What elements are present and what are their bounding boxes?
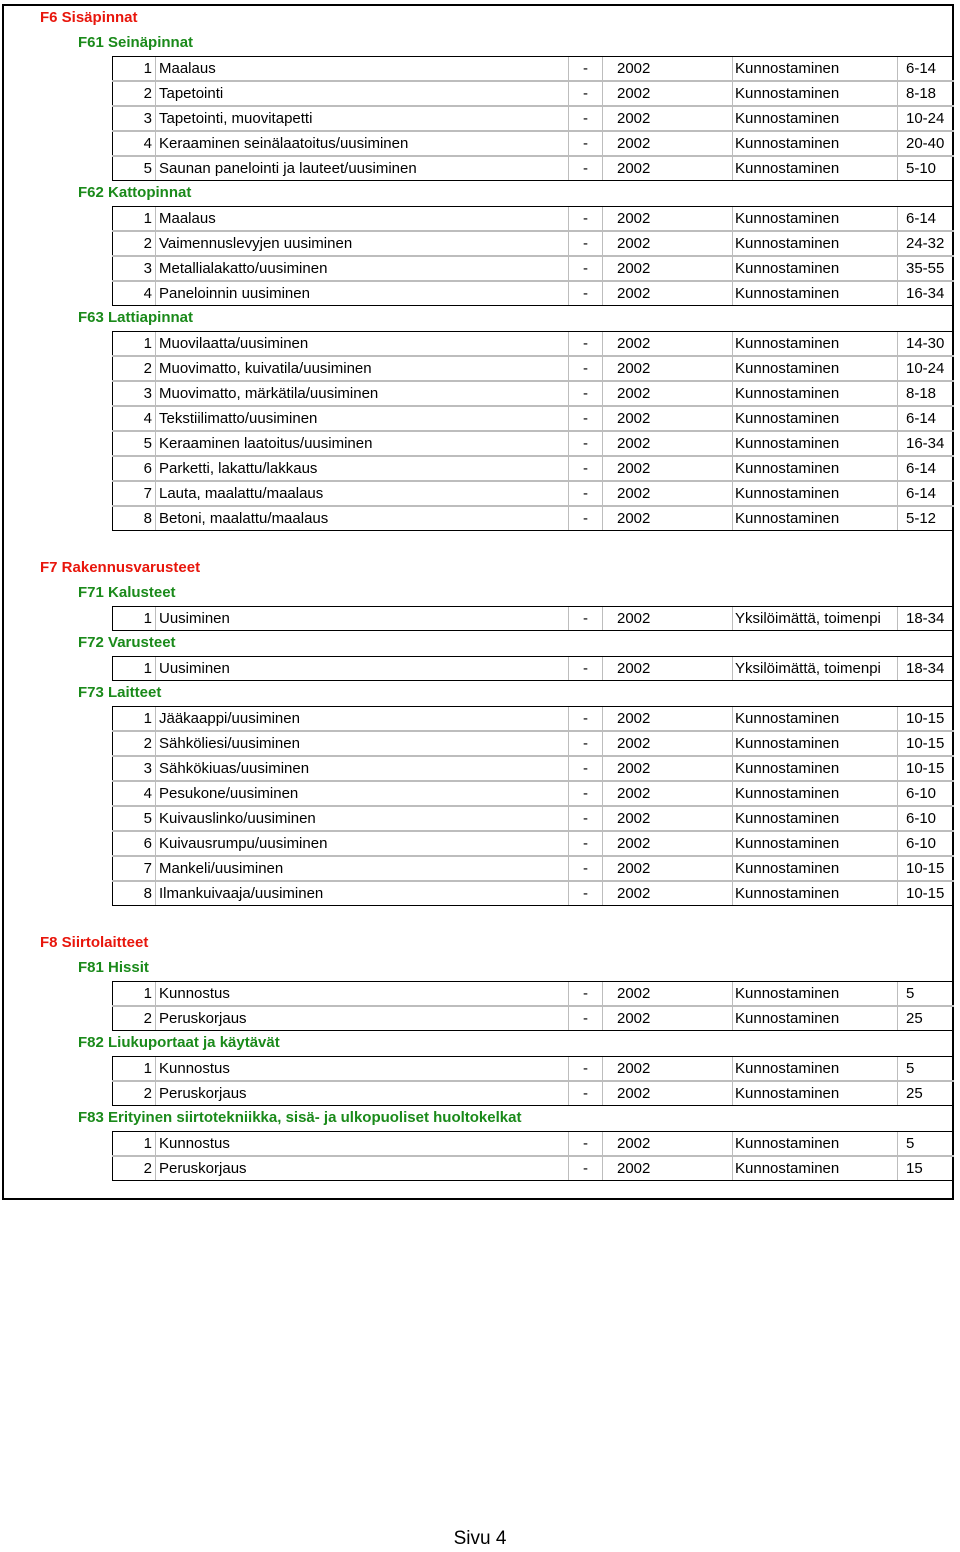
- row-action: Kunnostaminen: [732, 382, 897, 405]
- table-row: [112, 381, 954, 406]
- row-year: 2002: [602, 432, 732, 455]
- row-year: 2002: [602, 82, 732, 105]
- row-number: 5: [112, 157, 155, 180]
- table-row: [112, 231, 954, 256]
- row-year: 2002: [602, 457, 732, 480]
- subsection-title: F82 Liukuportaat ja käytävät: [78, 1034, 280, 1051]
- table-row: [112, 1056, 954, 1081]
- row-number: 2: [112, 1007, 155, 1030]
- row-interval: 15: [897, 1157, 954, 1180]
- row-description: Betoni, maalattu/maalaus: [155, 507, 568, 530]
- table-row: [112, 256, 954, 281]
- row-action: Kunnostaminen: [732, 332, 897, 355]
- row-year: 2002: [602, 657, 732, 680]
- row-interval: 10-24: [897, 107, 954, 130]
- row-year: 2002: [602, 132, 732, 155]
- row-number: 1: [112, 607, 155, 630]
- row-dash: -: [568, 107, 602, 130]
- row-description: Kunnostus: [155, 982, 568, 1005]
- row-year: 2002: [602, 357, 732, 380]
- row-interval: 10-15: [897, 882, 954, 905]
- row-interval: 5-12: [897, 507, 954, 530]
- row-dash: -: [568, 782, 602, 805]
- row-year: 2002: [602, 282, 732, 305]
- row-year: 2002: [602, 982, 732, 1005]
- row-action: Kunnostaminen: [732, 732, 897, 755]
- row-action: Yksilöimättä, toimenpi: [732, 607, 897, 630]
- row-interval: 25: [897, 1082, 954, 1105]
- row-description: Peruskorjaus: [155, 1157, 568, 1180]
- row-interval: 24-32: [897, 232, 954, 255]
- row-description: Kuivausrumpu/uusiminen: [155, 832, 568, 855]
- row-description: Kuivauslinko/uusiminen: [155, 807, 568, 830]
- row-action: Kunnostaminen: [732, 282, 897, 305]
- row-description: Pesukone/uusiminen: [155, 782, 568, 805]
- row-dash: -: [568, 432, 602, 455]
- row-action: Kunnostaminen: [732, 757, 897, 780]
- row-description: Vaimennuslevyjen uusiminen: [155, 232, 568, 255]
- row-action: Kunnostaminen: [732, 157, 897, 180]
- row-interval: 8-18: [897, 82, 954, 105]
- row-number: 1: [112, 207, 155, 230]
- row-description: Kunnostus: [155, 1057, 568, 1080]
- row-dash: -: [568, 332, 602, 355]
- row-action: Kunnostaminen: [732, 82, 897, 105]
- row-dash: -: [568, 882, 602, 905]
- row-action: Kunnostaminen: [732, 1007, 897, 1030]
- row-number: 3: [112, 382, 155, 405]
- row-dash: -: [568, 657, 602, 680]
- row-description: Muovimatto, kuivatila/uusiminen: [155, 357, 568, 380]
- row-dash: -: [568, 407, 602, 430]
- row-action: Kunnostaminen: [732, 357, 897, 380]
- row-description: Jääkaappi/uusiminen: [155, 707, 568, 730]
- row-action: Kunnostaminen: [732, 782, 897, 805]
- row-description: Saunan panelointi ja lauteet/uusiminen: [155, 157, 568, 180]
- table-row: [112, 456, 954, 481]
- table-row: [112, 106, 954, 131]
- row-year: 2002: [602, 207, 732, 230]
- row-interval: 5: [897, 1057, 954, 1080]
- table-row: [112, 206, 954, 231]
- table-row: [112, 1156, 954, 1181]
- row-number: 2: [112, 732, 155, 755]
- row-action: Kunnostaminen: [732, 207, 897, 230]
- row-description: Lauta, maalattu/maalaus: [155, 482, 568, 505]
- row-action: Kunnostaminen: [732, 857, 897, 880]
- row-dash: -: [568, 732, 602, 755]
- row-dash: -: [568, 282, 602, 305]
- table-row: [112, 706, 954, 731]
- table-row: [112, 331, 954, 356]
- row-dash: -: [568, 132, 602, 155]
- row-dash: -: [568, 832, 602, 855]
- row-interval: 10-15: [897, 732, 954, 755]
- row-interval: 10-24: [897, 357, 954, 380]
- row-description: Parketti, lakattu/lakkaus: [155, 457, 568, 480]
- row-year: 2002: [602, 782, 732, 805]
- row-year: 2002: [602, 257, 732, 280]
- subsection-title: F62 Kattopinnat: [78, 184, 192, 201]
- row-action: Yksilöimättä, toimenpi: [732, 657, 897, 680]
- table-row: [112, 431, 954, 456]
- row-interval: 18-34: [897, 607, 954, 630]
- row-action: Kunnostaminen: [732, 982, 897, 1005]
- table-row: [112, 56, 954, 81]
- row-number: 7: [112, 857, 155, 880]
- section-title: F7 Rakennusvarusteet: [40, 559, 201, 576]
- table-row: [112, 506, 954, 531]
- row-number: 1: [112, 657, 155, 680]
- row-year: 2002: [602, 1082, 732, 1105]
- row-interval: 6-10: [897, 782, 954, 805]
- row-interval: 5: [897, 1132, 954, 1155]
- row-interval: 6-14: [897, 407, 954, 430]
- table-row: [112, 781, 954, 806]
- row-description: Tekstiilimatto/uusiminen: [155, 407, 568, 430]
- row-interval: 16-34: [897, 432, 954, 455]
- row-description: Muovilaatta/uusiminen: [155, 332, 568, 355]
- row-number: 2: [112, 82, 155, 105]
- row-number: 6: [112, 832, 155, 855]
- row-dash: -: [568, 357, 602, 380]
- page-footer: Sivu 4: [453, 1528, 507, 1549]
- row-number: 2: [112, 1082, 155, 1105]
- row-number: 4: [112, 282, 155, 305]
- row-description: Tapetointi, muovitapetti: [155, 107, 568, 130]
- subsection-title: F81 Hissit: [78, 959, 149, 976]
- row-number: 1: [112, 982, 155, 1005]
- table-row: [112, 606, 954, 631]
- row-year: 2002: [602, 407, 732, 430]
- section-title: F8 Siirtolaitteet: [40, 934, 149, 951]
- row-description: Sähkökiuas/uusiminen: [155, 757, 568, 780]
- row-number: 1: [112, 1132, 155, 1155]
- section-title: F6 Sisäpinnat: [40, 9, 138, 26]
- table-row: [112, 656, 954, 681]
- row-action: Kunnostaminen: [732, 257, 897, 280]
- row-description: Tapetointi: [155, 82, 568, 105]
- row-number: 8: [112, 882, 155, 905]
- row-interval: 5-10: [897, 157, 954, 180]
- row-interval: 6-10: [897, 832, 954, 855]
- row-year: 2002: [602, 882, 732, 905]
- row-description: Uusiminen: [155, 657, 568, 680]
- row-number: 3: [112, 257, 155, 280]
- row-description: Metallialakatto/uusiminen: [155, 257, 568, 280]
- row-action: Kunnostaminen: [732, 1132, 897, 1155]
- row-action: Kunnostaminen: [732, 807, 897, 830]
- row-year: 2002: [602, 1007, 732, 1030]
- row-dash: -: [568, 857, 602, 880]
- row-number: 8: [112, 507, 155, 530]
- table-row: [112, 356, 954, 381]
- row-interval: 25: [897, 1007, 954, 1030]
- row-action: Kunnostaminen: [732, 232, 897, 255]
- row-description: Maalaus: [155, 207, 568, 230]
- subsection-title: F72 Varusteet: [78, 634, 176, 651]
- row-interval: 16-34: [897, 282, 954, 305]
- row-description: Peruskorjaus: [155, 1082, 568, 1105]
- row-interval: 6-14: [897, 482, 954, 505]
- row-dash: -: [568, 257, 602, 280]
- row-number: 1: [112, 1057, 155, 1080]
- row-action: Kunnostaminen: [732, 432, 897, 455]
- row-year: 2002: [602, 707, 732, 730]
- row-number: 2: [112, 232, 155, 255]
- row-action: Kunnostaminen: [732, 482, 897, 505]
- row-description: Sähköliesi/uusiminen: [155, 732, 568, 755]
- row-dash: -: [568, 607, 602, 630]
- row-description: Keraaminen laatoitus/uusiminen: [155, 432, 568, 455]
- row-dash: -: [568, 1007, 602, 1030]
- row-dash: -: [568, 232, 602, 255]
- row-description: Uusiminen: [155, 607, 568, 630]
- row-number: 4: [112, 132, 155, 155]
- row-year: 2002: [602, 607, 732, 630]
- table-row: [112, 81, 954, 106]
- row-action: Kunnostaminen: [732, 1082, 897, 1105]
- row-action: Kunnostaminen: [732, 1057, 897, 1080]
- row-action: Kunnostaminen: [732, 407, 897, 430]
- row-year: 2002: [602, 382, 732, 405]
- row-dash: -: [568, 982, 602, 1005]
- row-description: Muovimatto, märkätila/uusiminen: [155, 382, 568, 405]
- row-description: Ilmankuivaaja/uusiminen: [155, 882, 568, 905]
- subsection-title: F73 Laitteet: [78, 684, 162, 701]
- row-number: 5: [112, 432, 155, 455]
- row-year: 2002: [602, 332, 732, 355]
- row-dash: -: [568, 482, 602, 505]
- row-year: 2002: [602, 157, 732, 180]
- subsection-title: F83 Erityinen siirtotekniikka, sisä- ja ulkopuoliset huoltokelkat: [78, 1109, 522, 1126]
- subsection-title: F71 Kalusteet: [78, 584, 176, 601]
- table-row: [112, 281, 954, 306]
- row-dash: -: [568, 207, 602, 230]
- row-interval: 5: [897, 982, 954, 1005]
- row-action: Kunnostaminen: [732, 832, 897, 855]
- row-dash: -: [568, 457, 602, 480]
- row-dash: -: [568, 57, 602, 80]
- table-row: [112, 806, 954, 831]
- table-row: [112, 756, 954, 781]
- row-year: 2002: [602, 857, 732, 880]
- row-action: Kunnostaminen: [732, 132, 897, 155]
- row-year: 2002: [602, 1132, 732, 1155]
- table-row: [112, 481, 954, 506]
- row-year: 2002: [602, 757, 732, 780]
- row-number: 4: [112, 407, 155, 430]
- table-row: [112, 131, 954, 156]
- row-action: Kunnostaminen: [732, 507, 897, 530]
- row-number: 1: [112, 707, 155, 730]
- row-action: Kunnostaminen: [732, 1157, 897, 1180]
- row-interval: 6-10: [897, 807, 954, 830]
- row-number: 5: [112, 807, 155, 830]
- row-year: 2002: [602, 732, 732, 755]
- table-row: [112, 1006, 954, 1031]
- row-year: 2002: [602, 507, 732, 530]
- row-interval: 6-14: [897, 57, 954, 80]
- row-number: 3: [112, 757, 155, 780]
- row-action: Kunnostaminen: [732, 707, 897, 730]
- row-interval: 8-18: [897, 382, 954, 405]
- row-year: 2002: [602, 482, 732, 505]
- row-interval: 18-34: [897, 657, 954, 680]
- row-dash: -: [568, 807, 602, 830]
- row-description: Paneloinnin uusiminen: [155, 282, 568, 305]
- row-dash: -: [568, 757, 602, 780]
- row-action: Kunnostaminen: [732, 882, 897, 905]
- row-year: 2002: [602, 107, 732, 130]
- row-interval: 14-30: [897, 332, 954, 355]
- row-interval: 6-14: [897, 457, 954, 480]
- row-number: 3: [112, 107, 155, 130]
- row-action: Kunnostaminen: [732, 57, 897, 80]
- row-dash: -: [568, 707, 602, 730]
- subsection-title: F61 Seinäpinnat: [78, 34, 194, 51]
- row-description: Kunnostus: [155, 1132, 568, 1155]
- row-interval: 10-15: [897, 857, 954, 880]
- row-number: 1: [112, 332, 155, 355]
- row-year: 2002: [602, 1057, 732, 1080]
- row-number: 6: [112, 457, 155, 480]
- row-interval: 35-55: [897, 257, 954, 280]
- row-dash: -: [568, 1157, 602, 1180]
- row-interval: 20-40: [897, 132, 954, 155]
- row-description: Keraaminen seinälaatoitus/uusiminen: [155, 132, 568, 155]
- row-description: Maalaus: [155, 57, 568, 80]
- row-number: 7: [112, 482, 155, 505]
- row-interval: 10-15: [897, 707, 954, 730]
- row-dash: -: [568, 507, 602, 530]
- row-year: 2002: [602, 832, 732, 855]
- row-action: Kunnostaminen: [732, 457, 897, 480]
- table-row: [112, 856, 954, 881]
- row-year: 2002: [602, 57, 732, 80]
- table-row: [112, 406, 954, 431]
- table-row: [112, 1131, 954, 1156]
- row-dash: -: [568, 82, 602, 105]
- table-row: [112, 981, 954, 1006]
- row-dash: -: [568, 157, 602, 180]
- row-description: Mankeli/uusiminen: [155, 857, 568, 880]
- row-year: 2002: [602, 807, 732, 830]
- row-year: 2002: [602, 232, 732, 255]
- row-number: 1: [112, 57, 155, 80]
- table-row: [112, 881, 954, 906]
- row-dash: -: [568, 1132, 602, 1155]
- row-number: 2: [112, 357, 155, 380]
- table-row: [112, 156, 954, 181]
- table-row: [112, 831, 954, 856]
- row-dash: -: [568, 1082, 602, 1105]
- row-description: Peruskorjaus: [155, 1007, 568, 1030]
- subsection-title: F63 Lattiapinnat: [78, 309, 194, 326]
- row-number: 2: [112, 1157, 155, 1180]
- row-dash: -: [568, 382, 602, 405]
- table-row: [112, 1081, 954, 1106]
- row-interval: 10-15: [897, 757, 954, 780]
- row-year: 2002: [602, 1157, 732, 1180]
- row-interval: 6-14: [897, 207, 954, 230]
- row-number: 4: [112, 782, 155, 805]
- row-action: Kunnostaminen: [732, 107, 897, 130]
- row-dash: -: [568, 1057, 602, 1080]
- table-row: [112, 731, 954, 756]
